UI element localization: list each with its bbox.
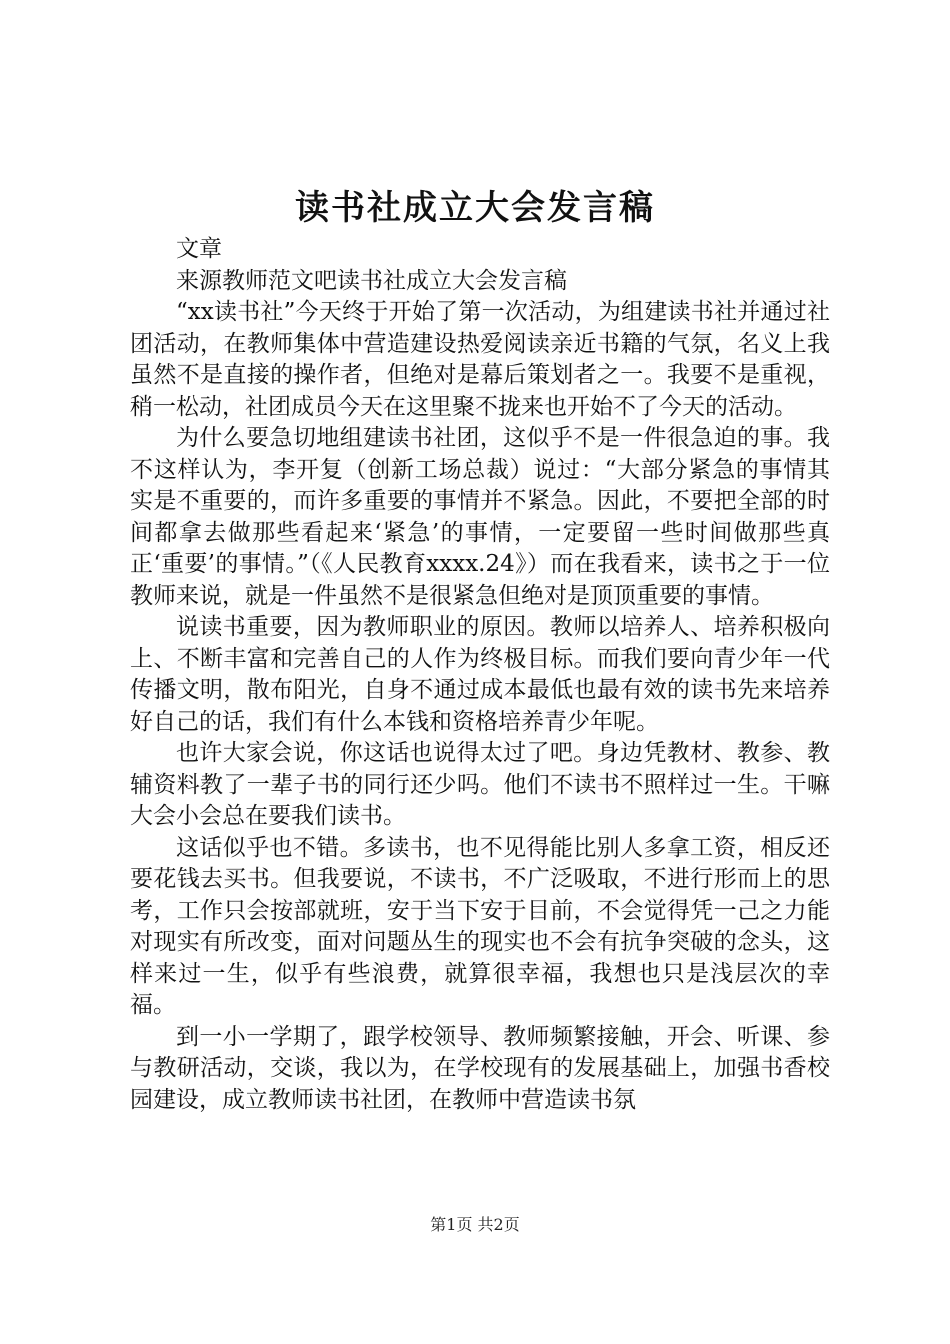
page-footer: 第1页 共2页 (430, 1215, 520, 1234)
document-body (130, 234, 830, 1116)
paragraph-label: 文章 (176, 236, 222, 262)
paragraph: 为什么要急切地组建读书社团，这似乎不是一件很急迫的事。我不这样认为，李开复（创新工场总裁）说过：“大部分紧急的事情其实是不重要的，而许多重要的事情并不紧急。因此，不要把全部的时间都拿去做那些看起来‘紧急’的事情，一定要留一些时间做那些真正‘重要’的事情。”（《人民教育xxxx.24》）而在我看来，读书之于一位教师来说，就是一件虽然不是很紧急但绝对是顶顶重要的事情。 (130, 425, 830, 609)
paragraph: 这话似乎也不错。多读书，也不见得能比别人多拿工资，相反还要花钱去买书。但我要说，不读书，不广泛吸取，不进行形而上的思考，工作只会按部就班，安于当下安于目前，不会觉得凭一己之力能对现实有所改变，面对问题丛生的现实也不会有抗争突破的念头，这样来过一生，似乎有些浪费，就算很幸福，我想也只是浅层次的幸福。 (130, 834, 830, 1018)
paragraph: 到一小一学期了，跟学校领导、教师频繁接触，开会、听课、参与教研活动，交谈，我以为，在学校现有的发展基础上，加强书香校园建设，成立教师读书社团，在教师中营造读书氛 (130, 1023, 830, 1113)
paragraph: “xx读书社”今天终于开始了第一次活动，为组建读书社并通过社团活动，在教师集体中营造建设热爱阅读亲近书籍的气氛，名义上我虽然不是直接的操作者，但绝对是幕后策划者之一。我要不是重视，稍一松动，社团成员今天在这里聚不拢来也开始不了今天的活动。 (130, 299, 830, 420)
paragraph-source: 来源教师范文吧读书社成立大会发言稿 (176, 267, 567, 294)
paragraph: 说读书重要，因为教师职业的原因。教师以培养人、培养积极向上、不断丰富和完善自己的人作为终极目标。而我们要向青少年一代传播文明，散布阳光，自身不通过成本最低也最有效的读书先来培养好自己的话，我们有什么本钱和资格培养青少年呢。 (130, 614, 830, 735)
paragraph: 也许大家会说，你这话也说得太过了吧。身边凭教材、教参、教辅资料教了一辈子书的同行还少吗。他们不读书不照样过一生。干嘛大会小会总在要我们读书。 (130, 740, 830, 829)
document-title: 读书社成立大会发言稿 (295, 188, 655, 228)
